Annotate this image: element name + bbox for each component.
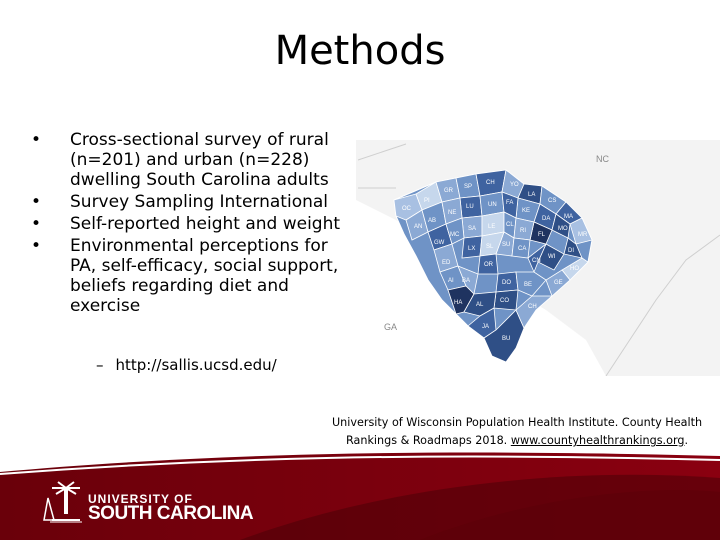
county-label: CS bbox=[548, 198, 557, 204]
state-label-nc: NC bbox=[596, 154, 609, 164]
citation-period: . bbox=[684, 434, 689, 447]
county-label: LU bbox=[466, 204, 474, 210]
county-label: HO bbox=[570, 266, 579, 272]
county-label: CO bbox=[500, 298, 509, 304]
county-label: CA bbox=[518, 246, 527, 252]
county-label: SU bbox=[502, 242, 511, 248]
county-label: MR bbox=[578, 232, 588, 238]
county-label: CH bbox=[486, 180, 495, 186]
sub-bullet-dash: – bbox=[96, 356, 104, 374]
bullet-text: Self-reported height and weight bbox=[70, 214, 341, 234]
county-label: JA bbox=[482, 324, 490, 330]
county-label: RI bbox=[520, 228, 526, 234]
bullet-dot: • bbox=[31, 192, 42, 212]
county-label: AI bbox=[448, 278, 454, 284]
county-label: LA bbox=[528, 192, 536, 198]
bullet-text: Cross-sectional survey of rural (n=201) and urban (n=228) dwelling South Carolina adults bbox=[70, 130, 329, 190]
county-label: LX bbox=[468, 246, 476, 252]
palmetto-logo-icon bbox=[38, 480, 94, 528]
south-carolina-county-map bbox=[356, 140, 720, 376]
county-label: SA bbox=[468, 226, 477, 232]
county-label: PI bbox=[424, 198, 430, 204]
county-label: MO bbox=[558, 226, 568, 232]
county-label: CN bbox=[532, 258, 541, 264]
citation-text: University of Wisconsin Population Health Institute. County Health Rankings & Roadmaps 2018. bbox=[331, 416, 703, 447]
slide-title: Methods bbox=[274, 28, 446, 74]
county-label: LE bbox=[488, 224, 496, 230]
bullet-item bbox=[26, 214, 356, 234]
state-label-ga: GA bbox=[384, 322, 398, 332]
county-label: MC bbox=[450, 232, 460, 238]
county-label: GW bbox=[434, 240, 445, 246]
county-label: AB bbox=[428, 218, 437, 224]
county-label: FL bbox=[538, 232, 546, 238]
county-label: SP bbox=[464, 184, 473, 190]
university-wordmark-line1: UNIVERSITY OF bbox=[88, 492, 193, 506]
county-label: KE bbox=[522, 208, 531, 214]
county-label: YO bbox=[510, 182, 519, 188]
university-wordmark-line2: SOUTH CAROLINA bbox=[88, 503, 254, 524]
county-label: BU bbox=[502, 336, 511, 342]
county-label: OC bbox=[402, 206, 411, 212]
county-label: SL bbox=[486, 244, 494, 250]
sub-bullet-link[interactable]: http://sallis.ucsd.edu/ bbox=[115, 356, 277, 374]
bullet-list bbox=[26, 130, 356, 318]
county-label: DO bbox=[502, 280, 511, 286]
county-label: UN bbox=[488, 202, 497, 208]
county-label: WI bbox=[548, 254, 556, 260]
bullet-dot: • bbox=[31, 236, 42, 256]
county-label: AN bbox=[414, 224, 423, 230]
bullet-text: Survey Sampling International bbox=[70, 192, 329, 212]
county-label: ED bbox=[442, 260, 451, 266]
county-label: NE bbox=[448, 210, 457, 216]
bullet-dot: • bbox=[31, 214, 42, 234]
county-label: BA bbox=[462, 278, 471, 284]
county-label: DA bbox=[542, 216, 551, 222]
county-label: AL bbox=[476, 302, 484, 308]
county-label: GR bbox=[444, 188, 453, 194]
citation-link[interactable]: www.countyhealthrankings.org bbox=[510, 434, 685, 447]
county-label: CH bbox=[528, 304, 537, 310]
citation bbox=[312, 414, 720, 450]
county-label: HA bbox=[454, 300, 463, 306]
bullet-item bbox=[26, 192, 356, 212]
county-label: FA bbox=[506, 200, 514, 206]
sub-bullet bbox=[96, 356, 277, 374]
county-label: OR bbox=[484, 262, 493, 268]
county-label: DI bbox=[568, 248, 574, 254]
bullet-dot: • bbox=[31, 130, 42, 150]
county-label: CL bbox=[506, 222, 514, 228]
bullet-text: Environmental perceptions for PA, self-efficacy, social support, beliefs regarding diet and exercise bbox=[70, 236, 339, 316]
county-label: MA bbox=[564, 214, 573, 220]
county-label: GE bbox=[554, 280, 563, 286]
county-label: BE bbox=[524, 282, 533, 288]
bullet-item bbox=[26, 236, 356, 316]
bullet-item bbox=[26, 130, 356, 190]
